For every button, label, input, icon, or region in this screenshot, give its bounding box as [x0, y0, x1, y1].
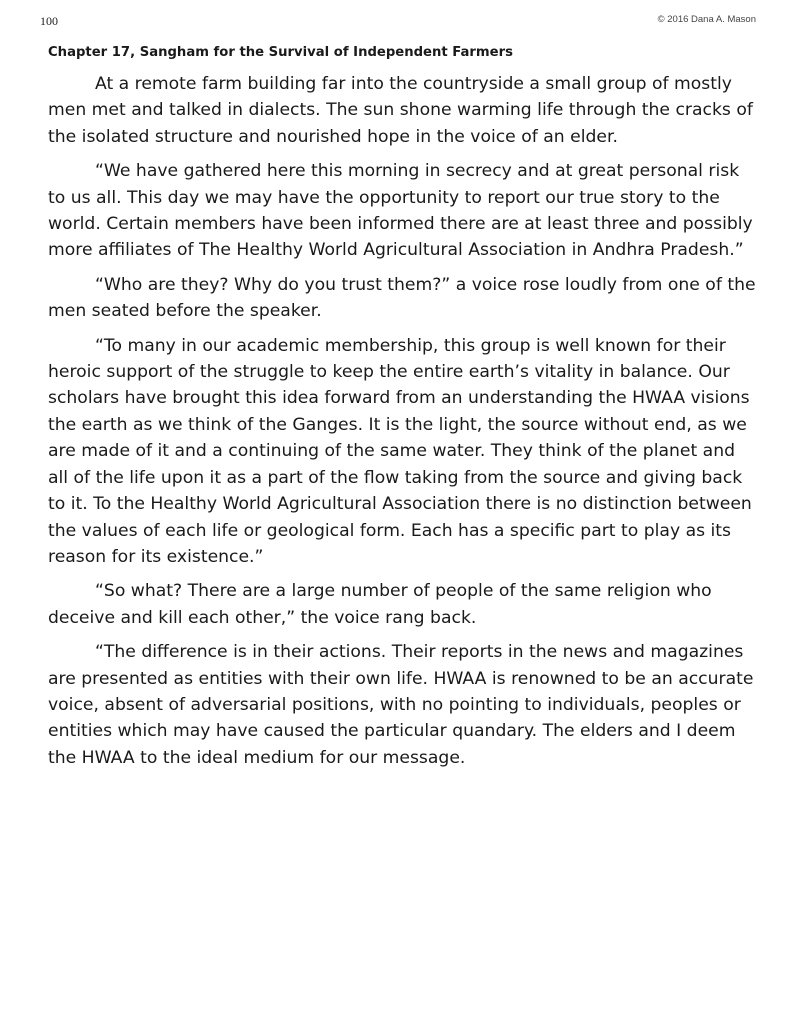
paragraph: “Who are they? Why do you trust them?” a voice rose loudly from one of the men seated before the speaker.	[48, 274, 756, 322]
paragraph: “We have gathered here this morning in secrecy and at great personal risk to us all. This day we may have the opportunity to report our true story to the world. Certain members have been informed there are at least three and possibly more affiliates of The Healthy World Agricultural Association in Andhra Pradesh.”	[48, 161, 753, 261]
copyright-notice: © 2016 Dana A. Mason	[657, 14, 756, 25]
paragraph: “The difference is in their actions. Their reports in the news and magazines are presented as entities with their own life. HWAA is renowned to be an accurate voice, absent of adversarial positions, with no pointing to individuals, peoples or entities which may have caused the particular quandary. The elders and I deem the HWAA to the ideal medium for our message.	[48, 642, 754, 768]
chapter-title: Chapter 17, Sangham for the Survival of Independent Farmers	[48, 45, 513, 60]
paragraph: At a remote farm building far into the countryside a small group of mostly men met and talked in dialects. The sun shone warming life through the cracks of the isolated structure and nourished hope in the voice of an elder.	[48, 74, 753, 147]
paragraph: “So what? There are a large number of people of the same religion who deceive and kill each other,” the voice rang back.	[48, 581, 712, 628]
page-number: 100	[40, 14, 58, 28]
paragraph: “To many in our academic membership, this group is well known for their heroic support of the struggle to keep the entire earth’s vitality in balance. Our scholars have brought this idea forward from an understanding the HWAA visions the earth as we think of the Ganges. It is the light, the source without end, as we are made of it and a continuing of the same water. They think of the planet and all of the life upon it as a part of the flow taking from the source and giving back to it. To the Healthy World Agricultural Association there is no distinction between the values of each life or geological form. Each has a specific part to play as its reason for its existence.”	[48, 335, 752, 567]
body-text	[48, 71, 760, 779]
